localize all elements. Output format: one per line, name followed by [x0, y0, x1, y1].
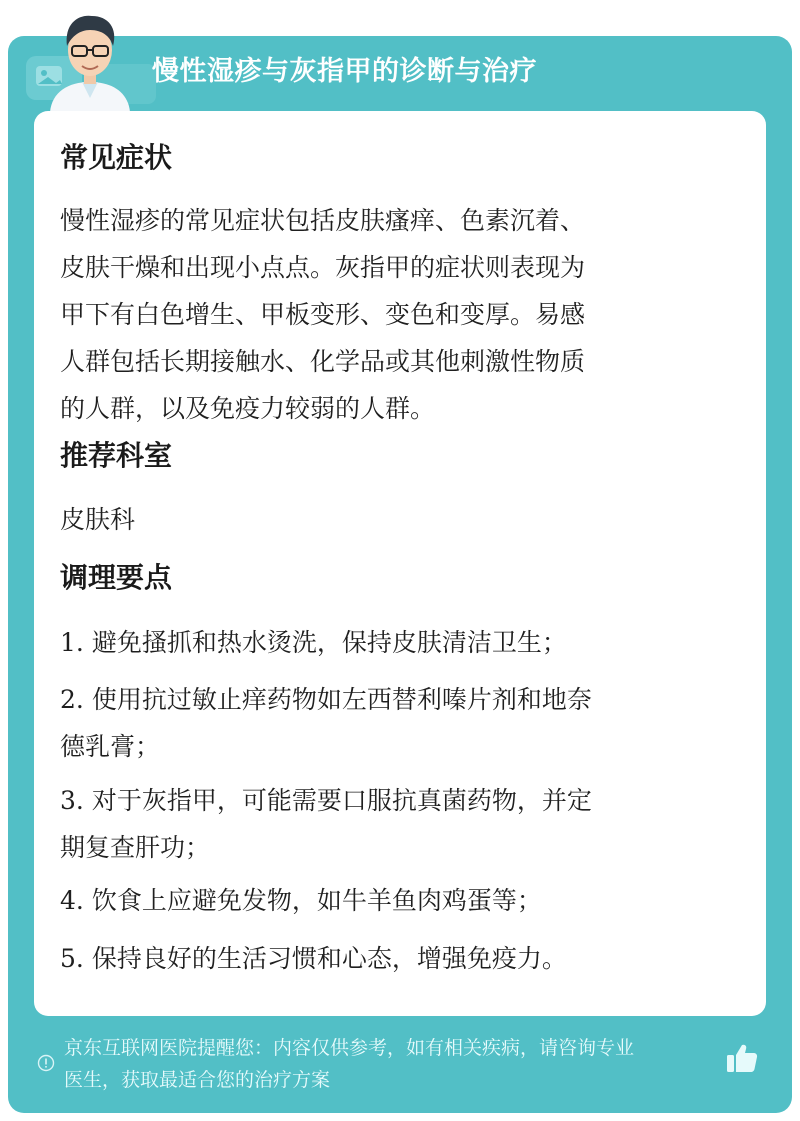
list-number: 2. — [60, 685, 84, 714]
symptoms-line: 甲下有白色增生、甲板变形、变色和变厚。易感 — [60, 300, 586, 329]
list-number: 4. — [60, 886, 84, 915]
disclaimer — [64, 1032, 729, 1096]
care-heading: 调理要点 — [60, 561, 173, 594]
list-item — [60, 777, 732, 871]
content-card — [34, 111, 766, 1016]
list-text: 保持良好的生活习惯和心态，增强免疫力。 — [91, 944, 567, 973]
list-item — [60, 935, 732, 982]
list-text: 德乳膏； — [60, 732, 161, 761]
list-number: 1. — [60, 628, 84, 657]
symptoms-line: 人群包括长期接触水、化学品或其他刺激性物质 — [60, 347, 586, 376]
symptoms-heading: 常见症状 — [60, 141, 173, 174]
list-item — [60, 619, 732, 666]
department-text: 皮肤科 — [60, 505, 136, 534]
list-item — [60, 676, 732, 770]
list-text: 期复查肝功； — [60, 833, 211, 862]
symptoms-text — [60, 197, 732, 432]
list-text: 避免搔抓和热水烫洗，保持皮肤清洁卫生； — [91, 628, 567, 657]
thumbs-up-icon[interactable] — [725, 1041, 759, 1075]
symptoms-line: 慢性湿疹的常见症状包括皮肤瘙痒、色素沉着、 — [60, 206, 586, 235]
info-icon — [37, 1054, 55, 1072]
symptoms-line: 皮肤干燥和出现小点点。灰指甲的症状则表现为 — [60, 253, 586, 282]
list-number: 5. — [60, 944, 84, 973]
department-heading: 推荐科室 — [60, 439, 173, 472]
list-number: 3. — [60, 786, 84, 815]
page-title: 慢性湿疹与灰指甲的诊断与治疗 — [152, 56, 537, 87]
disclaimer-line: 京东互联网医院提醒您：内容仅供参考，如有相关疾病，请咨询专业 — [64, 1037, 635, 1059]
list-text: 使用抗过敏止痒药物如左西替利嗪片剂和地奈 — [91, 685, 592, 714]
disclaimer-line: 医生，获取最适合您的治疗方案 — [64, 1069, 331, 1091]
list-item — [60, 877, 732, 924]
list-text: 饮食上应避免发物，如牛羊鱼肉鸡蛋等； — [91, 886, 542, 915]
doctor-avatar — [44, 8, 136, 112]
symptoms-line: 的人群，以及免疫力较弱的人群。 — [60, 394, 436, 423]
list-text: 对于灰指甲，可能需要口服抗真菌药物，并定 — [91, 786, 592, 815]
